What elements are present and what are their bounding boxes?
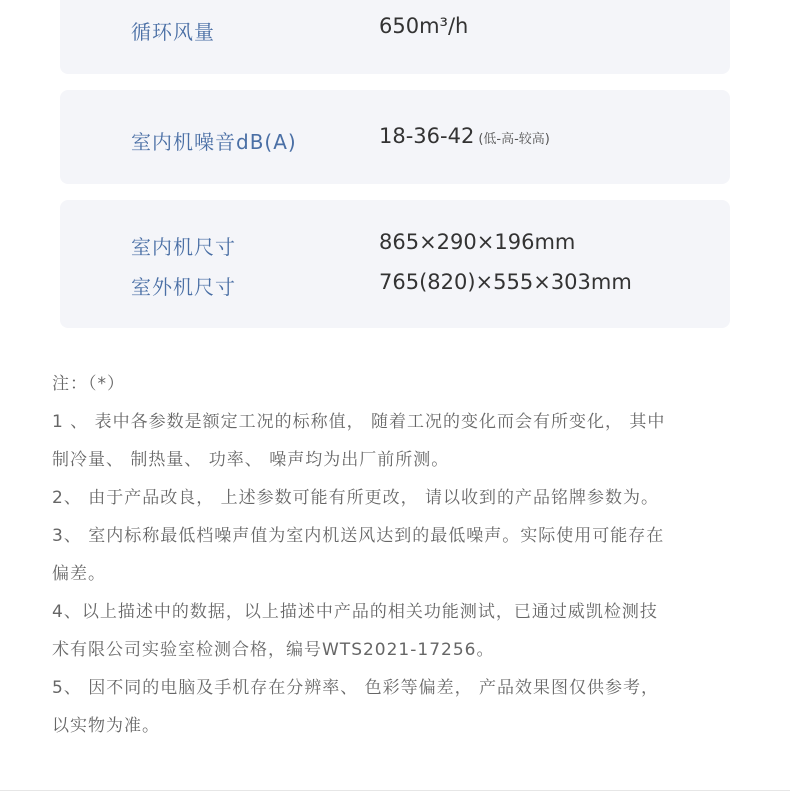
airflow-value: 650m³/h: [379, 14, 469, 38]
note-line: 1 、 表中各参数是额定工况的标称值， 随着工况的变化而会有所变化， 其中: [52, 412, 666, 432]
notes-section: [52, 365, 752, 745]
noise-card: [60, 90, 730, 184]
note-line: 5、 因不同的电脑及手机存在分辨率、 色彩等偏差， 产品效果图仅供参考，: [52, 678, 660, 698]
noise-label: 室内机噪音dB(A): [131, 130, 297, 154]
airflow-label: 循环风量: [131, 20, 215, 44]
outdoor-size-label: 室外机尺寸: [131, 275, 236, 299]
outdoor-size-value: 765(820)×555×303mm: [379, 270, 632, 294]
notes-heading: 注：（*）: [52, 374, 125, 394]
noise-value: 18-36-42: [379, 124, 475, 148]
noise-value-group: [379, 124, 550, 148]
indoor-size-value: 865×290×196mm: [379, 230, 576, 254]
indoor-size-label: 室内机尺寸: [131, 235, 236, 259]
note-line: 偏差。: [52, 564, 106, 584]
bottom-divider: [0, 790, 790, 791]
note-line: 术有限公司实验室检测合格，编号WTS2021-17256。: [52, 640, 495, 660]
note-line: 2、 由于产品改良， 上述参数可能有所更改， 请以收到的产品铭牌参数为。: [52, 488, 660, 508]
note-line: 制冷量、 制热量、 功率、 噪声均为出厂前所测。: [52, 450, 450, 470]
size-card: [60, 200, 730, 328]
note-line: 4、以上描述中的数据，以上描述中产品的相关功能测试，已通过威凯检测技: [52, 602, 658, 622]
note-line: 3、 室内标称最低档噪声值为室内机送风达到的最低噪声。实际使用可能存在: [52, 526, 665, 546]
noise-note: (低-高-较高): [478, 132, 550, 147]
note-line: 以实物为准。: [52, 716, 160, 736]
airflow-card: [60, 0, 730, 74]
